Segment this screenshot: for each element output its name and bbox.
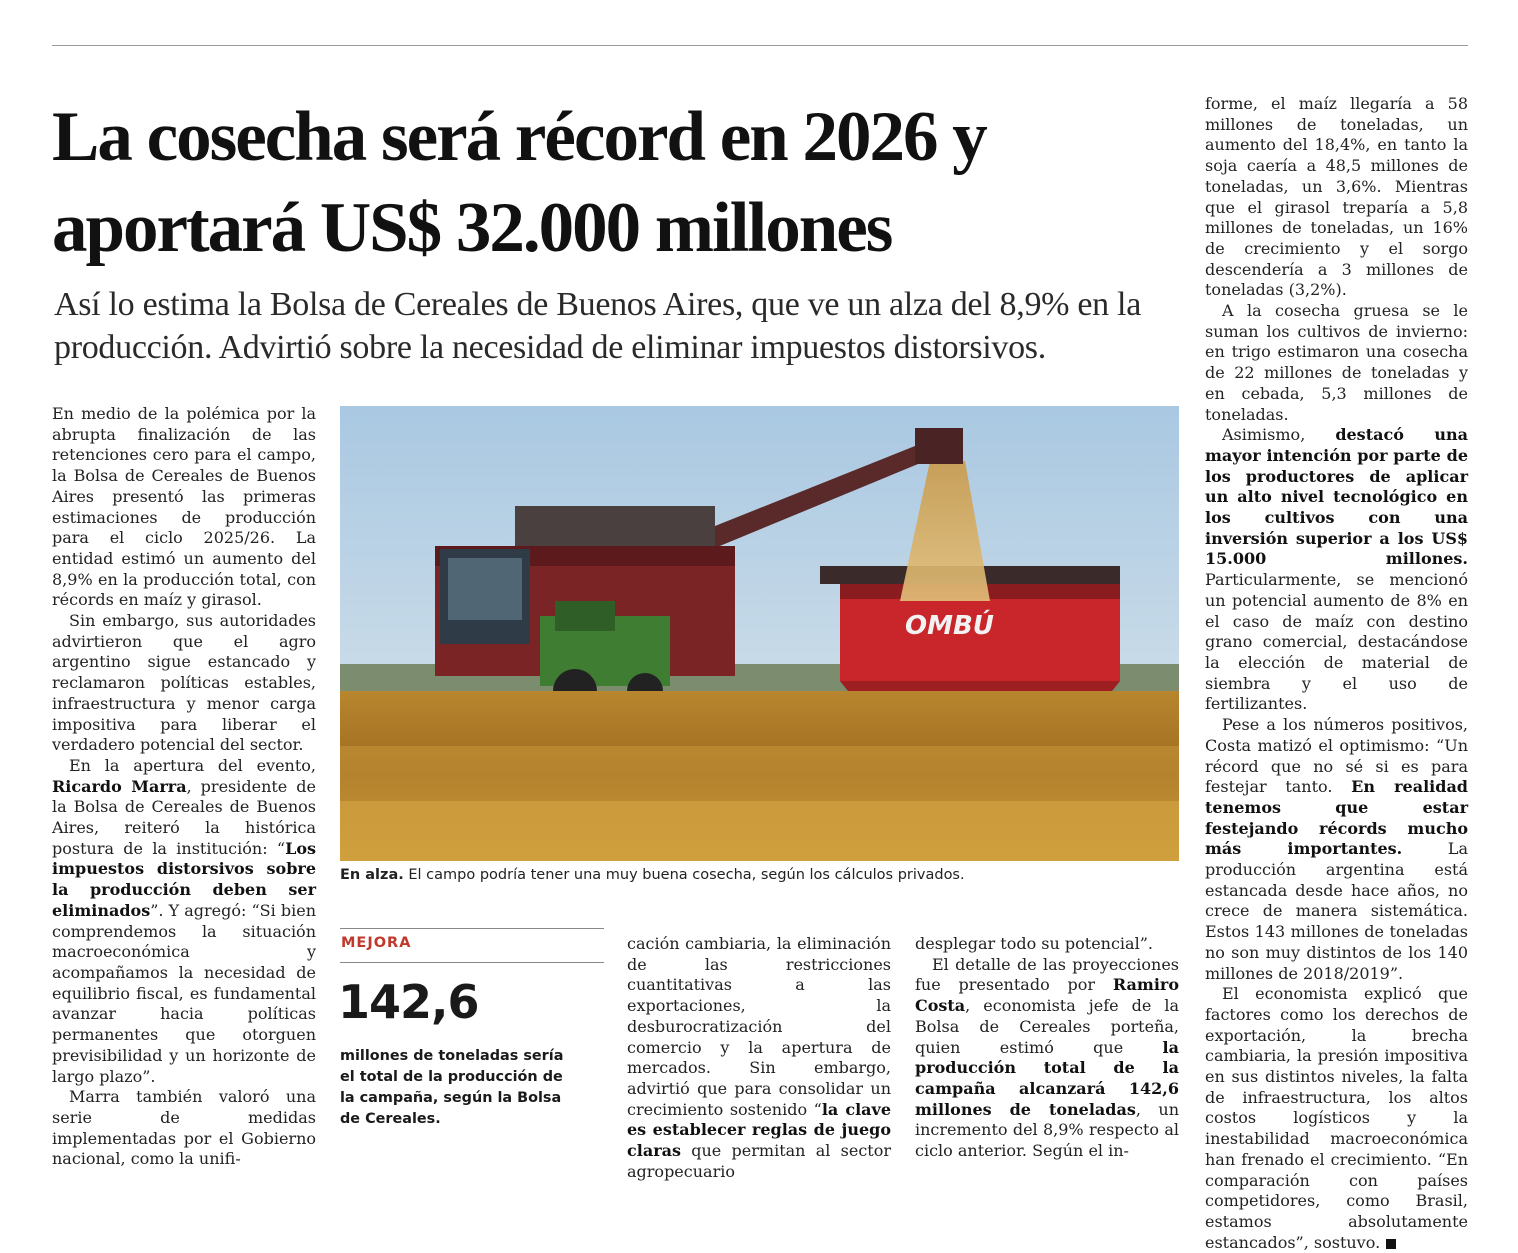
text-run: , presidente de la Bolsa de Cereales de Buenos Aires, reiteró la histórica postura de la institución: “ xyxy=(52,776,316,858)
article-column-1 xyxy=(52,404,316,1170)
quote-bold: En realidad tenemos que estar festejando récords mucho más importantes. xyxy=(1205,777,1468,859)
deck-subtitle: Así lo estima la Bolsa de Cereales de Buenos Aires, que ve un alza del 8,9% en la producción. Advirtió sobre la necesidad de eliminar impuestos distorsivos. xyxy=(54,286,1141,366)
photo-caption xyxy=(340,867,1180,883)
text-run: En la apertura del evento, xyxy=(69,755,316,775)
person-name-bold: Ramiro Costa xyxy=(915,975,1180,1016)
box-divider xyxy=(340,962,604,963)
caption-text: El campo podría tener una muy buena cosecha, según los cálculos privados. xyxy=(408,867,965,883)
text-run: , un incremento del 8,9% respecto al ciclo anterior. Según el in- xyxy=(915,1099,1179,1161)
end-of-article-mark xyxy=(1386,1239,1396,1249)
paragraph xyxy=(627,934,891,1182)
text-run: Pese a los números positivos, Costa matizó el optimismo: “Un récord que no sé si es para festejar tanto. xyxy=(1205,715,1468,797)
text-run: , economista jefe de la Bolsa de Cereales porteña, quien estimó que xyxy=(915,996,1179,1057)
quote-bold: la clave es establecer reglas de juego claras xyxy=(627,1099,891,1161)
paragraph xyxy=(1205,984,1468,1253)
paragraph xyxy=(1205,715,1468,984)
article-column-5 xyxy=(1205,94,1468,1253)
wagon-brand: OMBÚ xyxy=(905,611,994,641)
text-run: Particularmente, se mencionó un potencial aumento de 8% en el caso de maíz con destino grano comercial, destacándose la elección de material de siembra y el uso de fertilizantes. xyxy=(1205,570,1468,714)
paragraph: desplegar todo su potencial”. xyxy=(915,934,1153,953)
paragraph xyxy=(1205,425,1468,715)
text-run: que permitan al sector agropecuario xyxy=(627,1141,891,1181)
text-run: El detalle de las proyecciones fue presentado por xyxy=(915,954,1179,995)
paragraph: A la cosecha gruesa se le suman los cultivos de invierno: en trigo estimaron una cosecha de 22 millones de toneladas y en cebada, 5,3 millones de toneladas. xyxy=(1205,301,1468,424)
paragraph: forme, el maíz llegaría a 58 millones de toneladas, un aumento del 18,4%, en tanto la soja caería a 48,5 millones de toneladas, un 3,6%. Mientras que el girasol treparía a 5,8 millones de toneladas, un 16% de crecimiento y el sorgo descendería a 3 millones de toneladas (3,2%). xyxy=(1205,94,1468,300)
paragraph: En medio de la polémica por la abrupta finalización de las retenciones cero para el campo, la Bolsa de Cereales de Buenos Aires presentó las primeras estimaciones de producción para el ciclo 2025/26. La entidad estimó un aumento del 8,9% en la producción total, con récords en maíz y girasol. xyxy=(52,404,316,610)
paragraph: Sin embargo, sus autoridades advirtieron que el agro argentino sigue estancado y reclamaron políticas estables, infraestructura y menor carga impositiva para liberar el verdadero potencial del sector. xyxy=(52,611,316,755)
text-run: cación cambiaria, la eliminación de las restricciones cuantitativas a las exportaciones, la desburocratización del comercio y la apertura de mercados. Sin embargo, advirtió que para consolidar un crecimiento sostenido “ xyxy=(627,934,891,1119)
statement-bold: destacó una mayor intención por parte de los productores de aplicar un alto nivel tecnológico en los cultivos con una inversión superior a los US$ 15.000 millones. xyxy=(1205,425,1468,569)
box-description: millones de toneladas sería el total de la producción de la campaña, según la Bolsa de Cereales. xyxy=(340,1048,564,1127)
paragraph xyxy=(52,756,316,1087)
paragraph xyxy=(915,955,1179,1162)
article-column-3 xyxy=(627,934,891,1182)
quote-bold: Los impuestos distorsivos sobre la producción deben ser eliminados xyxy=(52,838,316,920)
box-label: MEJORA xyxy=(341,935,412,951)
paragraph: Marra también valoró una serie de medidas implementadas por el Gobierno nacional, como la unifi- xyxy=(52,1087,316,1169)
text-run: Asimismo, xyxy=(1222,425,1306,445)
caption-label: En alza. xyxy=(340,867,404,883)
harvester-photo xyxy=(340,406,1179,861)
box-figure: 142,6 xyxy=(338,975,479,1029)
person-name-bold: Ricardo Marra xyxy=(52,776,187,796)
text-run: ”. Y agregó: “Si bien comprendemos la situación macroeconómica y acompañamos la necesidad de equilibrio fiscal, es fundamental avanzar hacia políticas permanentes que otorguen previsibilidad y un horizonte de largo plazo”. xyxy=(52,900,316,1086)
statement-bold: la producción total de la campaña alcanzará 142,6 millones de toneladas xyxy=(915,1037,1179,1119)
text-run: El economista explicó que factores como los derechos de exportación, la brecha cambiaria, la presión impositiva en sus distintos niveles, la falta de infraestructura, los altos costos logísticos y la inestabilidad macroeconómica han frenado el crecimiento. “En comparación con países competidores, como Brasil, estamos absolutamente estancados”, sostuvo. xyxy=(1205,984,1468,1252)
text-run: La producción argentina está estancada desde hace años, no crece de manera sistemática. Estos 143 millones de toneladas no son muy distintos de los 140 millones de 2018/2019”. xyxy=(1205,839,1468,983)
top-rule xyxy=(52,45,1468,46)
headline: La cosecha será récord en 2026 y aportará US$ 32.000 millones xyxy=(52,98,986,267)
harvest-scene xyxy=(340,406,1179,861)
box-top-rule xyxy=(340,928,604,929)
article-column-4 xyxy=(915,934,1179,1162)
